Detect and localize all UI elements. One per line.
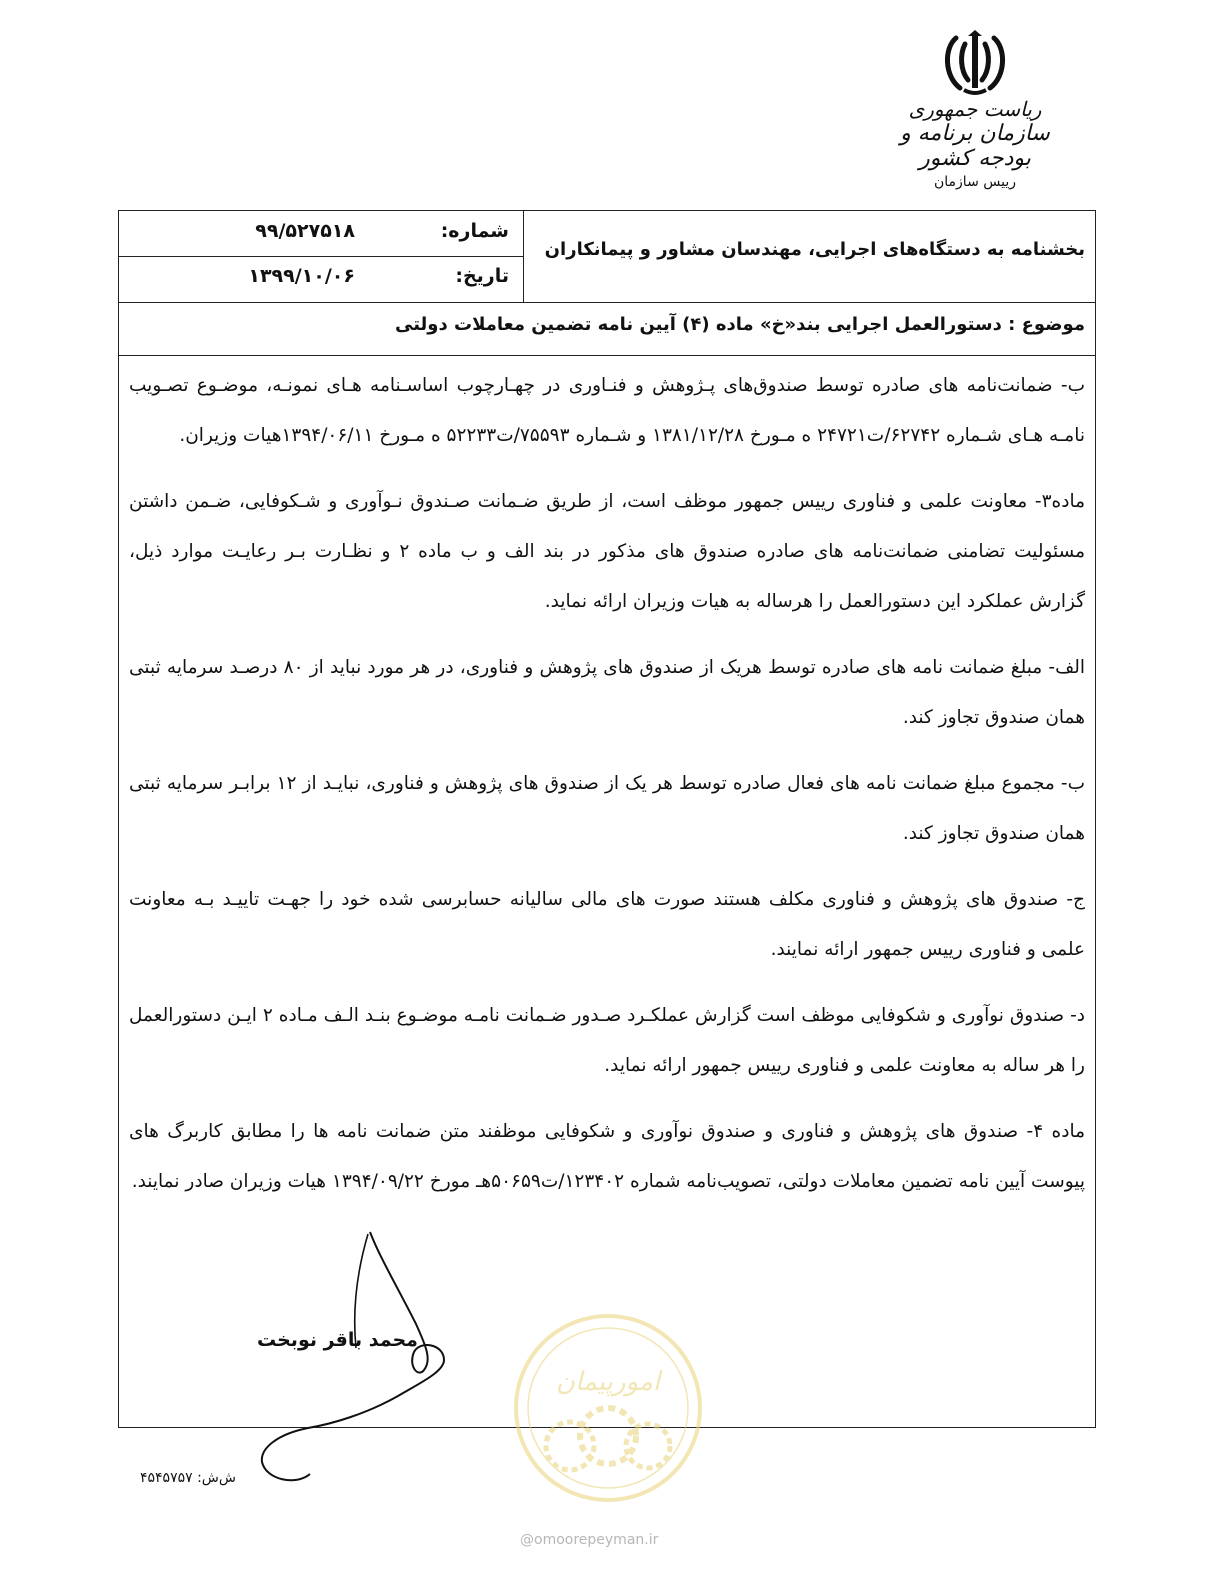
omoorepeyman-seal-icon <box>508 1308 708 1518</box>
paragraph-article-4: ماده ۴- صندوق های پژوهش و فناوری و صندوق نوآوری و شکوفایی موظفند متن ضمانت نامه ها را مطابق کاربرگ های پیوست آیین نامه تضمین معاملات دولتی، تصویب‌نامه شماره ۱۲۳۴۰۲/ت۵۰۶۵۹هـ مورخ ۱۳۹۴/۰۹/۲۲ هیات وزیران صادر نمایند. <box>129 1121 1085 1192</box>
meta-box <box>119 211 524 302</box>
number-label: شماره: <box>440 220 509 242</box>
paragraph-be: ب- مجموع مبلغ ضمانت نامه های فعال صادره توسط هر یک از صندوق های پژوهش و فناوری، نبایـد از ۱۲ برابـر سرمایه ثبتی همان صندوق تجاوز کند. <box>129 773 1085 844</box>
footer-tracking-code: ش‌ش: ۴۵۴۵۷۵۷ <box>140 1470 236 1486</box>
letter-body <box>129 361 1085 1223</box>
letterhead <box>880 30 1070 208</box>
paragraph-b-guarantees: ب- ضمانت‌نامه های صادره توسط صندوق‌های پـژوهش و فنـاوری در چهـارچوب اساسـنامه هـای نمونـه، موضـوع تصـویب نامـه هـای شـماره ۶۲۷۴۲/ت۲۴۷۲۱ ه مـورخ ۱۳۸۱/۱۲/۲۸ و شـماره ۷۵۵۹۳/ت۵۲۲۳۳ ه مـورخ ۱۳۹۴/۰۶/۱۱هیات وزیران. <box>129 375 1085 446</box>
signatory-name: محمد باقر نوبخت <box>257 1329 418 1351</box>
paragraph-jim: ج- صندوق های پژوهش و فناوری مکلف هستند صورت های مالی سالیانه حسابرسی شده خود را جهـت تاییـد بـه معاونت علمی و فناوری رییس جمهور ارائه نمایند. <box>129 889 1085 960</box>
iran-emblem-icon <box>938 30 1012 96</box>
org-line-presidency: ریاست جمهوری <box>908 97 1042 121</box>
footer-website: @omoorepeyman.ir <box>520 1532 659 1548</box>
date-row <box>119 256 523 301</box>
number-value: ۹۹/۵۲۷۵۱۸ <box>255 220 355 242</box>
number-row <box>119 211 523 257</box>
paragraph-alef: الف- مبلغ ضمانت نامه های صادره توسط هریک از صندوق های پژوهش و فناوری، در هر مورد نباید از ۸۰ درصـد سرمایه ثبتی همان صندوق تجاوز کند. <box>129 657 1086 728</box>
paragraph-dal: د- صندوق نوآوری و شکوفایی موظف است گزارش عملکـرد صـدور ضـمانت نامـه موضـوع بنـد الـف مـاده ۲ ایـن دستورالعمل را هر ساله به معاونت علمی و فناوری رییس جمهور ارائه نماید. <box>129 1005 1085 1076</box>
subject-line: موضوع : دستورالعمل اجرایی بند«خ» ماده (۴) آیین نامه تضمین معاملات دولتی <box>394 314 1085 335</box>
seal-text: امورپیمان <box>555 1367 661 1397</box>
subject-row <box>119 302 1095 356</box>
org-line-budget-organization: سازمان برنامه و بودجه کشور <box>900 121 1050 172</box>
letter-header-row <box>119 211 1095 303</box>
handwritten-signature <box>248 1228 458 1488</box>
org-line-head: رییس سازمان <box>934 173 1016 190</box>
date-label: تاریخ: <box>455 265 509 287</box>
paragraph-article-3: ماده۳- معاونت علمی و فناوری رییس جمهور موظف است، از طریق ضـمانت صـندوق نـوآوری و شـکوفایی، ضـمن داشتن مسئولیت تضامنی ضمانت‌نامه های صادره صندوق های مذکور در بند الف و ب ماده ۲ و نظـارت بـر رعایـت موارد ذیل، گزارش عملکرد این دستورالعمل را هرساله به هیات وزیران ارائه نماید. <box>129 491 1086 612</box>
recipient-line: بخشنامه به دستگاه‌های اجرایی، مهندسان مشاور و پیمانکاران <box>544 239 1085 260</box>
date-value: ۱۳۹۹/۱۰/۰۶ <box>248 265 355 287</box>
